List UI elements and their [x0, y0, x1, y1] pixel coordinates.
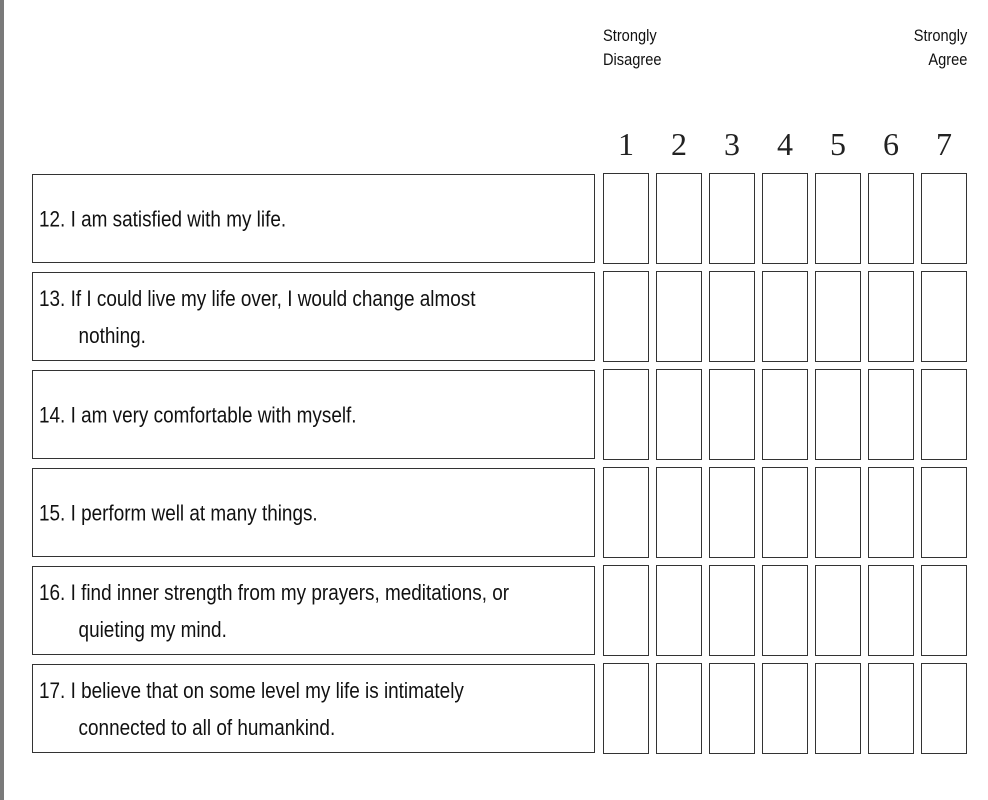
rating-box-15-5[interactable] [815, 467, 861, 558]
statement-text [39, 672, 598, 746]
rating-box-16-1[interactable] [603, 565, 649, 656]
rating-box-15-6[interactable] [868, 467, 914, 558]
rating-box-17-6[interactable] [868, 663, 914, 754]
rating-box-15-2[interactable] [656, 467, 702, 558]
rating-box-15-7[interactable] [921, 467, 967, 558]
anchor-line: Strongly [913, 26, 967, 45]
rating-box-17-1[interactable] [603, 663, 649, 754]
statement-line: connected to all of humankind. [78, 714, 336, 740]
rating-box-16-5[interactable] [815, 565, 861, 656]
rating-box-16-2[interactable] [656, 565, 702, 656]
anchor-line: Disagree [603, 50, 662, 69]
item-number: 13. [39, 285, 66, 311]
scale-number-6: 6 [883, 126, 899, 162]
rating-box-15-1[interactable] [603, 467, 649, 558]
statement-12 [32, 174, 595, 263]
item-text: I am satisfied with my life. [70, 206, 287, 231]
statement-line: quieting my mind. [78, 616, 227, 642]
rating-box-12-6[interactable] [868, 173, 914, 264]
rating-box-17-4[interactable] [762, 663, 808, 754]
statement-17 [32, 664, 595, 753]
statement-13 [32, 272, 595, 361]
rating-box-17-7[interactable] [921, 663, 967, 754]
scale-number-4: 4 [777, 126, 793, 162]
scale-number-5: 5 [830, 126, 846, 162]
rating-box-12-5[interactable] [815, 173, 861, 264]
statement-line [39, 200, 598, 237]
rating-box-14-6[interactable] [868, 369, 914, 460]
item-number: 16. [39, 579, 66, 605]
statement-line [39, 672, 598, 709]
statement-line [39, 574, 598, 611]
statement-line [39, 280, 598, 317]
rating-box-14-5[interactable] [815, 369, 861, 460]
rating-box-17-3[interactable] [709, 663, 755, 754]
statement-text [39, 280, 598, 354]
rating-box-14-2[interactable] [656, 369, 702, 460]
rating-box-12-3[interactable] [709, 173, 755, 264]
anchor-line: Agree [927, 50, 967, 69]
scale-number-1: 1 [618, 126, 634, 162]
item-number: 17. [39, 677, 66, 703]
scale-number-2: 2 [671, 126, 687, 162]
scale-number-3: 3 [724, 126, 740, 162]
item-text: I find inner strength from my prayers, meditations, or [70, 579, 510, 605]
statement-14 [32, 370, 595, 459]
statement-text [39, 200, 598, 237]
rating-box-16-6[interactable] [868, 565, 914, 656]
rating-box-13-6[interactable] [868, 271, 914, 362]
statement-text [39, 396, 598, 433]
statement-text [39, 574, 598, 648]
statement-16 [32, 566, 595, 655]
rating-box-12-7[interactable] [921, 173, 967, 264]
rating-box-14-3[interactable] [709, 369, 755, 460]
item-text: If I could live my life over, I would change almost [70, 285, 476, 311]
statement-line [39, 396, 598, 433]
rating-box-14-4[interactable] [762, 369, 808, 460]
statement-15 [32, 468, 595, 557]
rating-box-13-5[interactable] [815, 271, 861, 362]
rating-box-13-3[interactable] [709, 271, 755, 362]
rating-box-12-1[interactable] [603, 173, 649, 264]
rating-box-17-2[interactable] [656, 663, 702, 754]
rating-box-16-4[interactable] [762, 565, 808, 656]
rating-box-12-2[interactable] [656, 173, 702, 264]
statement-line: nothing. [78, 322, 146, 348]
scale-number-7: 7 [936, 126, 952, 162]
item-text: I perform well at many things. [70, 500, 318, 525]
rating-box-16-3[interactable] [709, 565, 755, 656]
rating-box-14-1[interactable] [603, 369, 649, 460]
statement-text [39, 494, 598, 531]
item-number: 15. [39, 500, 66, 525]
strongly-agree-label [913, 24, 967, 72]
rating-box-15-4[interactable] [762, 467, 808, 558]
rating-box-13-7[interactable] [921, 271, 967, 362]
rating-box-13-4[interactable] [762, 271, 808, 362]
rating-box-12-4[interactable] [762, 173, 808, 264]
rating-box-14-7[interactable] [921, 369, 967, 460]
item-text: I believe that on some level my life is intimately [70, 677, 464, 703]
anchor-line: Strongly [603, 26, 657, 45]
item-number: 14. [39, 402, 66, 427]
page-left-edge [0, 0, 4, 800]
statement-line [39, 494, 598, 531]
strongly-disagree-label [603, 24, 662, 72]
item-number: 12. [39, 206, 66, 231]
rating-box-17-5[interactable] [815, 663, 861, 754]
rating-box-13-1[interactable] [603, 271, 649, 362]
rating-box-16-7[interactable] [921, 565, 967, 656]
rating-box-13-2[interactable] [656, 271, 702, 362]
rating-box-15-3[interactable] [709, 467, 755, 558]
item-text: I am very comfortable with myself. [70, 402, 357, 427]
